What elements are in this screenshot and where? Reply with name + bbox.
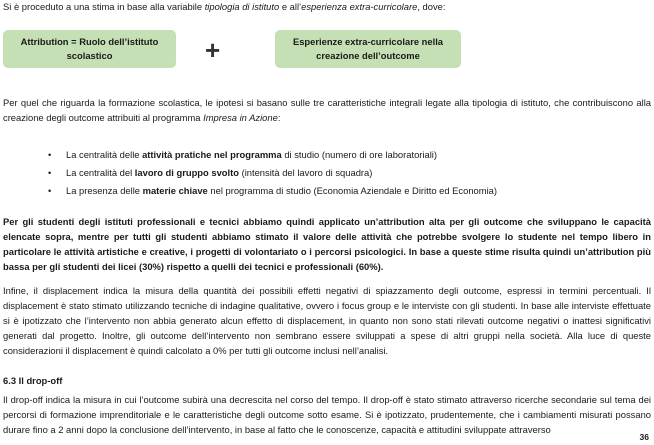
intro-paragraph: Si è proceduto a una stima in base alla variabile tipologia di istituto e all’esperienza extra-curricolare, dove:	[3, 1, 446, 12]
section-heading: 6.3 Il drop-off	[3, 375, 63, 386]
variable-esperienza: esperienza extra-curricolare	[301, 1, 418, 12]
page-number: 36	[639, 432, 649, 442]
list-item: • La presenza delle materie chiave nel programma di studio (Economia Aziendale e Diritto ed Economia)	[48, 182, 638, 200]
characteristics-list	[48, 146, 638, 200]
program-name: Impresa in Azione	[203, 112, 278, 123]
list-item: • La centralità delle attività pratiche nel programma di studio (numero di ore laboratoriali)	[48, 146, 638, 164]
displacement-paragraph: Infine, il displacement indica la misura della quantità dei possibili effetti negativi di spiazzamento degli outcome, espressi in termini percentuali. Il displacement è stato stimato utilizzando tecniche di indagine qualitative, ovvero i focus group e le interviste con gli studenti. In base alle interviste effettuate si è ipotizzato che l’intervento non abbia generato alcun effetto di displacement, in quanto non sono stati rilevati outcome negativi o inattesi significativi generati dal progetto. Inoltre, gli outcome dell’intervento non sembrano essere sviluppati a spese di altri gruppi nella società. Alla luce di queste considerazioni il displacement è quindi calcolato a 0% per tutti gli outcome inclusi nell’analisi.	[3, 285, 651, 356]
school-paragraph: Per quel che riguarda la formazione scolastica, le ipotesi si basano sulle tre caratteristiche integrali legate alla tipologia di istituto, che contribuiscono alla creazione degli outcome attribuiti al programma Impresa in Azione:	[3, 97, 651, 123]
attribution-formula-box: Attribution = Ruolo dell’istituto scolastico	[3, 30, 176, 68]
extracurricular-formula-box: Esperienze extra-curricolare nella creazione dell’outcome	[275, 30, 461, 68]
bullet-icon: •	[48, 185, 52, 196]
dropoff-paragraph: Il drop-off indica la misura in cui l’outcome subirà una decrescita nel corso del tempo. Il drop-off è stato stimato attraverso ricerche secondarie sul tema dei percorsi di formazione imprenditoriale e le caratteristiche degli outcome sotto esame. Si è ipotizzato, prudentemente, che i cambiamenti misurati possano durare fino a 2 anni dopo la conclusione dell’intervento, in base al fatto che le conoscenze, capacità e attitudini sviluppate attraverso	[3, 394, 651, 435]
list-item: • La centralità del lavoro di gruppo svolto (intensità del lavoro di squadra)	[48, 164, 638, 182]
variable-tipologia: tipologia di istituto	[204, 1, 280, 12]
bullet-icon: •	[48, 167, 52, 178]
plus-operator: +	[205, 35, 221, 65]
bullet-icon: •	[48, 149, 52, 160]
attribution-paragraph: Per gli studenti degli istituti professionali e tecnici abbiamo quindi applicato un’attribution alta per gli outcome che sviluppano le capacità elencate sopra, mentre per tutti gli studenti abbiamo stimato il valore delle attività che potrebbe svolgere lo studente nel tempo libero in particolare le attività artistiche e creative, i progetti di volontariato o i percorsi psicologici. In base a queste stime risulta quindi un’attribution più bassa per gli studenti dei licei (30%) rispetto a quelli dei tecnici e professionali (60%).	[3, 216, 651, 272]
